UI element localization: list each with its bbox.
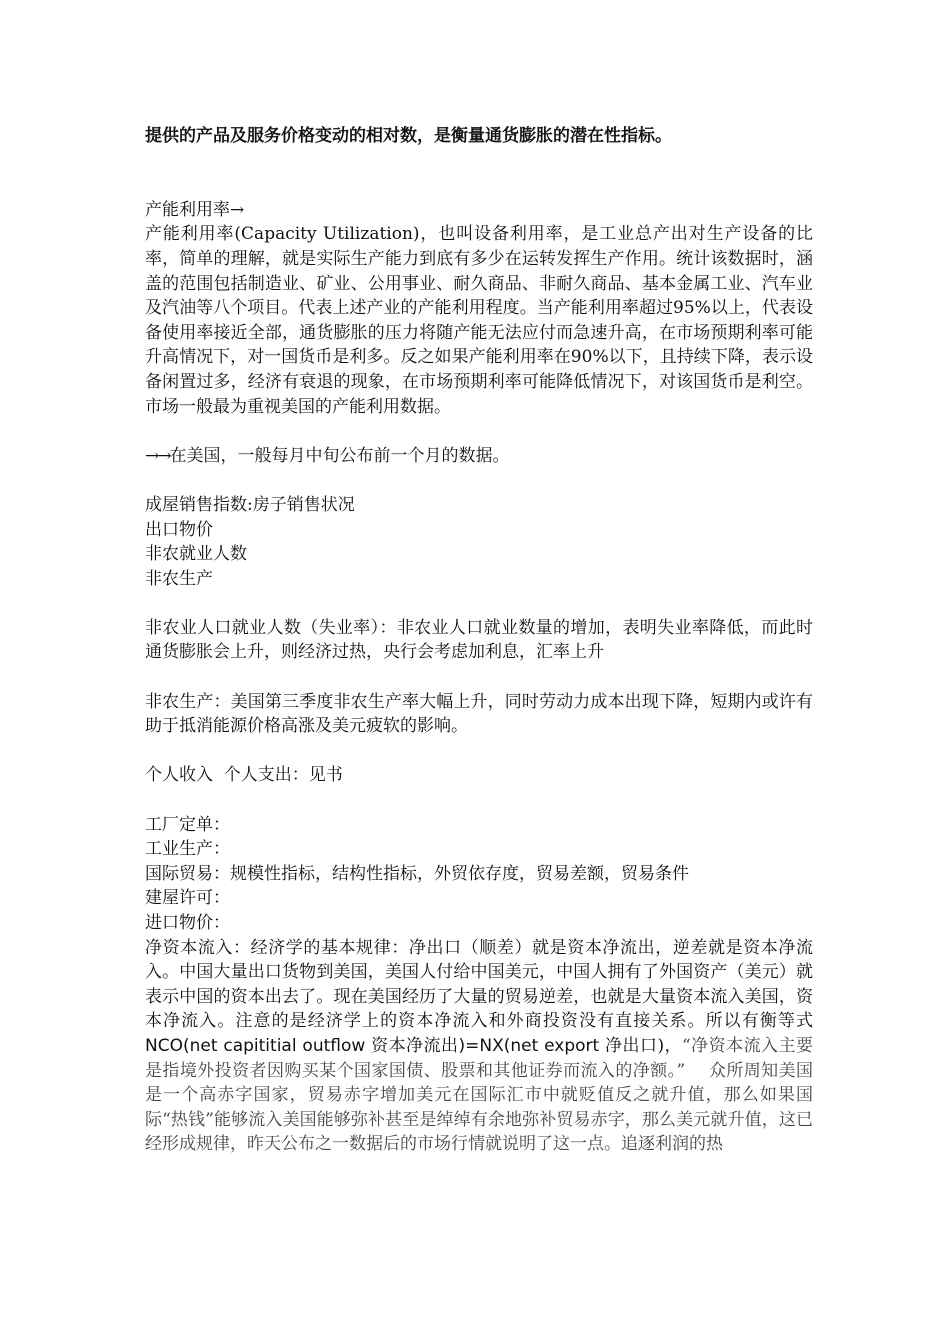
arrow-icon: → [230, 199, 243, 220]
short-item: 工业生产： [145, 839, 230, 860]
spacer [145, 788, 813, 813]
short-item: 建屋许可： [145, 888, 230, 909]
spacer [145, 591, 813, 616]
document-body [145, 124, 813, 1157]
net-capital-quote: “净资本流入主要是指境外投资者因购买某个国家国债、股票和其他证券而流入的净额。” 众所周知美国是一个高赤字国家，贸易赤字增加美元在国际汇市中就贬值反之就升值，那么如果国际“热钱”能够流入美国能够弥补甚至是绰绰有余地弥补贸易赤字，那么美元就升值，这已经形成规律，昨天公布之一数据后的市场行情就说明了这一点。追逐利润的热 [145, 1035, 813, 1155]
short-item: 进口物价： [145, 913, 230, 933]
capacity-title: 产能利用率 [145, 199, 230, 220]
net-capital-formula: NCO(net capititial outflow [145, 1035, 372, 1056]
list-item: 成屋销售指数:房子销售状况 [145, 494, 355, 515]
list-item: 非农生产 [145, 568, 213, 589]
capacity-release-line [145, 444, 813, 469]
capacity-title-line [145, 198, 813, 223]
spacer [145, 173, 813, 198]
capacity-release-note: 在美国，一般每月中旬公布前一个月的数据。 [169, 445, 510, 466]
nonfarm-employment-paragraph: 非农业人口就业人数（失业率）：非农业人口就业数量的增加，表明失业率降低，而此时通货膨胀会上升，则经济过热，央行会考虑加利息，汇率上升 [145, 617, 813, 663]
personal-income-line: 个人收入 个人支出：见书 [145, 765, 343, 786]
list-item: 非农就业人数 [145, 544, 247, 565]
short-item: 国际贸易：规模性指标，结构性指标，外贸依存度，贸易差额，贸易条件 [145, 863, 689, 884]
net-capital-text: 净资本流入：经济学的基本规律：净出口（顺差）就是资本净流出，逆差就是资本净流入。中国大量出口货物到美国，美国人付给中国美元，中国人拥有了外国资产（美元）就表示中国的资本出去了。现在美国经历了大量的贸易逆差，也就是大量资本流入美国，资本净流入。注意的是经济学上的资本净流入和外商投资没有直接关系。所以有衡等式 [145, 937, 813, 1032]
spacer [145, 149, 813, 174]
net-capital-text: 资本净流出 [371, 1035, 459, 1056]
spacer [145, 739, 813, 764]
list-item: 出口物价 [145, 519, 213, 540]
net-capital-text: 净出口)， [605, 1035, 683, 1056]
spacer [145, 665, 813, 690]
arrow-icon: →→ [145, 445, 170, 466]
spacer [145, 468, 813, 493]
nonfarm-production-paragraph: 非农生产：美国第三季度非农生产率大幅上升，同时劳动力成本出现下降，短期内或许有助于抵消能源价格高涨及美元疲软的影响。 [145, 691, 813, 737]
net-capital-paragraph [145, 936, 813, 1157]
short-item: 工厂定单： [145, 814, 230, 835]
capacity-body: 产能利用率(Capacity Utilization)，也叫设备利用率，是工业总产出对生产设备的比率，简单的理解，就是实际生产能力到底有多少在运转发挥生产作用。统计该数据时，涵盖的范围包括制造业、矿业、公用事业、耐久商品、非耐久商品、基本金属工业、汽车业及汽油等八个项目。代表上述产业的产能利用程度。当产能利用率超过95%以上，代表设备使用率接近全部，通货膨胀的压力将随产能无法应付而急速升高，在市场预期利率可能升高情况下，对一国货币是利多。反之如果产能利用率在90%以下，且持续下降，表示设备闲置过多，经济有衰退的现象，在市场预期利率可能降低情况下，对该国货币是利空。市场一般最为重视美国的产能利用数据。 [145, 224, 813, 417]
net-capital-formula: )=NX(net export [458, 1035, 606, 1056]
spacer [145, 419, 813, 444]
intro-line: 提供的产品及服务价格变动的相对数，是衡量通货膨胀的潜在性指标。 [145, 126, 672, 146]
